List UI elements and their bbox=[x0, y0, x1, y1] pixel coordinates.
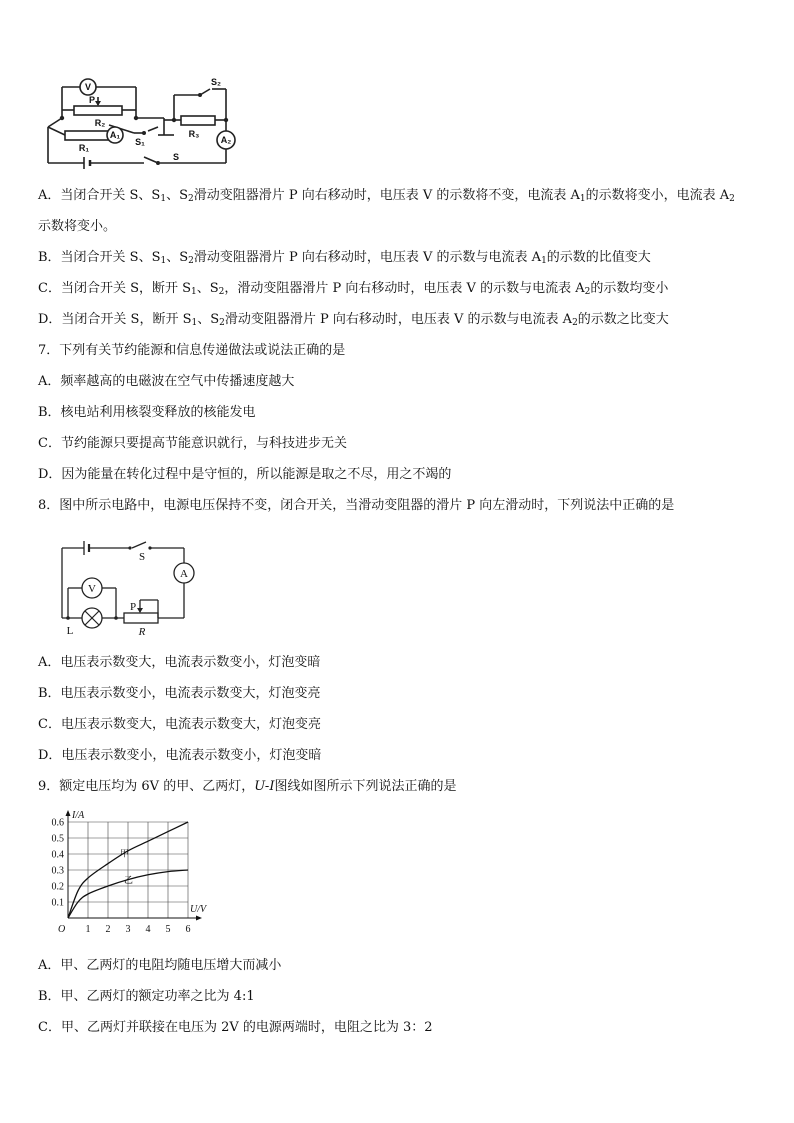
x-tick-label-4: 4 bbox=[145, 924, 151, 935]
a1-label: A₁ bbox=[109, 130, 121, 140]
s2-label: S₂ bbox=[210, 77, 222, 87]
q6-b-text-1: B．当闭合开关 S、S bbox=[38, 250, 161, 265]
q6-b-sub-1: 1 bbox=[160, 256, 167, 266]
r2-label: R₂ bbox=[94, 118, 106, 128]
x-tick-label-3: 3 bbox=[125, 924, 131, 935]
q6-d-sub-1: 1 bbox=[191, 318, 198, 328]
rheostat-r-label: R bbox=[138, 626, 146, 638]
q6-a-sub-3: 1 bbox=[579, 194, 586, 204]
q9-option-c: C．甲、乙两灯并联接在电压为 2V 的电源两端时，电阻之比为 3：2 bbox=[38, 1020, 433, 1035]
q6-c-sub-2: 2 bbox=[218, 287, 225, 297]
series-label-2: 乙 bbox=[124, 874, 134, 885]
circuit-diagram-1 bbox=[40, 75, 240, 175]
q6-a-sub-2: 2 bbox=[187, 194, 194, 204]
q7-option-c: C．节约能源只要提高节能意识就行，与科技进步无关 bbox=[38, 436, 347, 451]
q6-c-text-1: C．当闭合开关 S，断开 S bbox=[38, 281, 192, 296]
ammeter-label: A bbox=[180, 568, 188, 580]
q9-option-a: A．甲、乙两灯的电阻均随电压增大而减小 bbox=[38, 958, 282, 973]
q6-option-d bbox=[38, 311, 669, 329]
q6-a-text-4: 的示数将变小，电流表 A bbox=[585, 188, 730, 203]
a2-label: A₂ bbox=[220, 135, 232, 145]
q8-stem: 8．图中所示电路中，电源电压保持不变，闭合开关，当滑动变阻器的滑片 P 向左滑动时，下列说法中正确的是 bbox=[38, 498, 675, 513]
q6-option-a bbox=[38, 187, 735, 205]
x-axis-arrow bbox=[196, 916, 202, 921]
q6-a-text-2: 、S bbox=[166, 188, 188, 203]
q6-d-text-1: D．当闭合开关 S，断开 S bbox=[38, 312, 192, 327]
q9-option-b: B．甲、乙两灯的额定功率之比为 4:1 bbox=[38, 989, 255, 1004]
chart-axes bbox=[66, 810, 203, 921]
lamp-l-label: L bbox=[66, 625, 74, 637]
q6-d-text-2: 、S bbox=[197, 312, 220, 327]
y-tick-label-1: 0.1 bbox=[51, 897, 64, 909]
origin-label: O bbox=[58, 924, 66, 935]
y-tick-label-2: 0.2 bbox=[51, 881, 64, 893]
q6-a-sub-1: 1 bbox=[160, 194, 167, 204]
q6-a-text-1: A．当闭合开关 S、S bbox=[38, 188, 161, 203]
q6-d-text-4: 的示数之比变大 bbox=[577, 312, 669, 327]
q9-stem-part-2: 图线如图所示下列说法正确的是 bbox=[274, 779, 457, 794]
q8-option-b: B．电压表示数变小，电流表示数变大，灯泡变亮 bbox=[38, 686, 321, 701]
ui-chart bbox=[40, 810, 207, 942]
q6-c-sub-3: 2 bbox=[584, 287, 591, 297]
q6-c-sub-1: 1 bbox=[191, 287, 197, 297]
y-tick-label-4: 0.4 bbox=[51, 849, 64, 861]
x-tick-label-1: 1 bbox=[85, 924, 91, 935]
q6-c-text-3: ，滑动变阻器滑片 P 向右移动时，电压表 V 的示数与电流表 A bbox=[224, 281, 585, 296]
x-tick-label-2: 2 bbox=[105, 924, 111, 935]
q7-option-b: B．核电站利用核裂变释放的核能发电 bbox=[38, 405, 256, 420]
q6-b-sub-2: 2 bbox=[188, 256, 194, 266]
switch-s-label: S bbox=[138, 551, 146, 563]
q8-option-d: D．电压表示数变小，电流表示数变小，灯泡变暗 bbox=[38, 748, 322, 763]
q7-option-a: A．频率越高的电磁波在空气中传播速度越大 bbox=[38, 374, 295, 389]
q6-b-text-2: 、S bbox=[166, 250, 189, 265]
slider-p-label-2: P bbox=[129, 601, 137, 613]
r1-label: R₁ bbox=[78, 143, 90, 153]
y-axis-arrow bbox=[66, 810, 71, 816]
chart-grid bbox=[68, 822, 188, 918]
q6-b-text-4: 的示数的比值变大 bbox=[546, 250, 651, 265]
r3-label: R₃ bbox=[188, 129, 200, 139]
q6-a-text-3: 滑动变阻器滑片 P 向右移动时，电压表 V 的示数将不变，电流表 A bbox=[193, 188, 580, 203]
series-label-1: 甲 bbox=[120, 848, 130, 859]
voltmeter-label-2: V bbox=[88, 583, 96, 595]
y-tick-label-6: 0.6 bbox=[51, 817, 64, 829]
x-tick-label-6: 6 bbox=[185, 924, 191, 935]
slider-p-label: P bbox=[88, 95, 96, 105]
s-label: S bbox=[172, 152, 180, 162]
q7-stem: 7．下列有关节约能源和信息传递做法或说法正确的是 bbox=[38, 343, 346, 358]
q7-option-d: D．因为能量在转化过程中是守恒的，所以能源是取之不尽，用之不竭的 bbox=[38, 467, 452, 482]
q9-stem-part-1: 9．额定电压均为 6V 的甲、乙两灯， bbox=[38, 779, 255, 794]
q6-a-sub-4: 2 bbox=[729, 194, 735, 204]
chart-labels bbox=[52, 810, 209, 935]
q6-c-text-4: 的示数均变小 bbox=[590, 281, 669, 296]
q9-stem bbox=[38, 778, 456, 796]
circuit-diagram-2 bbox=[58, 538, 208, 638]
q6-c-text-2: 、S bbox=[196, 281, 219, 296]
y-tick-label-3: 0.3 bbox=[51, 865, 64, 877]
q9-stem-ui: U-I bbox=[254, 779, 275, 794]
q6-d-sub-3: 2 bbox=[572, 318, 578, 328]
q8-option-c: C．电压表示数变大，电流表示数变大，灯泡变亮 bbox=[38, 717, 321, 732]
q6-option-c bbox=[38, 280, 668, 298]
voltmeter-label: V bbox=[84, 82, 92, 92]
q8-option-a: A．电压表示数变大，电流表示数变小，灯泡变暗 bbox=[38, 655, 321, 670]
y-axis-label: I/A bbox=[72, 810, 85, 821]
x-axis-label: U/V bbox=[190, 904, 207, 915]
s1-label: S₁ bbox=[135, 137, 145, 147]
q6-b-text-3: 滑动变阻器滑片 P 向右移动时，电压表 V 的示数与电流表 A bbox=[193, 250, 542, 265]
y-tick-label-5: 0.5 bbox=[51, 833, 64, 845]
q6-d-text-3: 滑动变阻器滑片 P 向右移动时，电压表 V 的示数与电流表 A bbox=[224, 312, 573, 327]
q6-d-sub-2: 2 bbox=[219, 318, 225, 328]
q6-b-sub-3: 1 bbox=[541, 256, 547, 266]
q6-option-b bbox=[38, 249, 651, 267]
q6-option-a-cont: 示数将变小。 bbox=[38, 219, 117, 234]
x-tick-label-5: 5 bbox=[165, 924, 171, 935]
